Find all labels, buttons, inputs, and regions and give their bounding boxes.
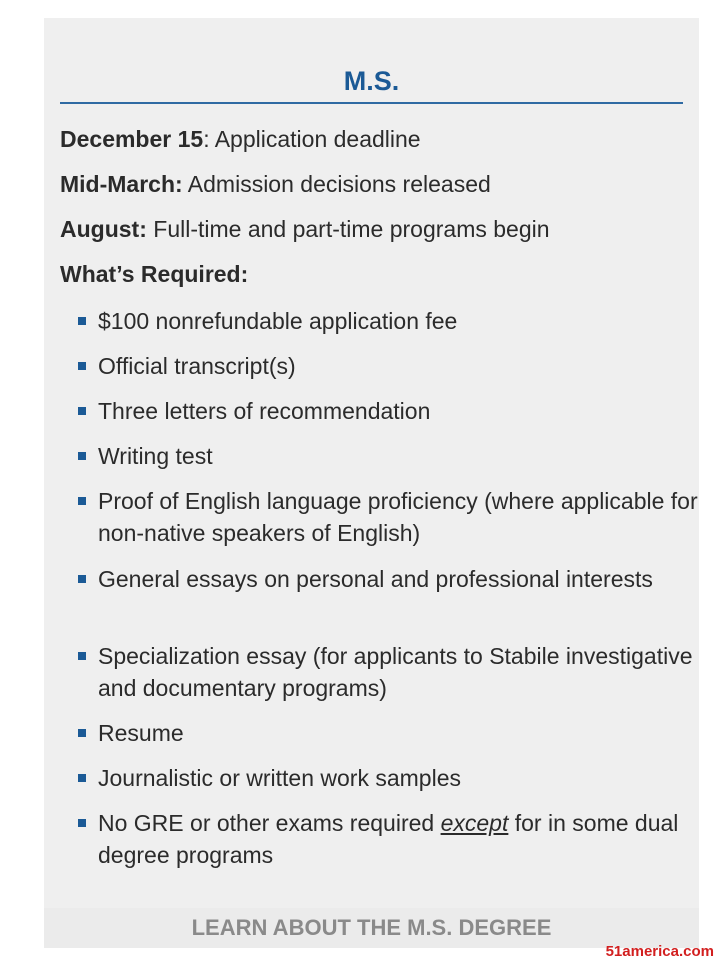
bullet-icon	[78, 729, 86, 737]
requirement-text: Journalistic or written work samples	[98, 765, 462, 791]
timeline-text: Admission decisions released	[187, 171, 491, 197]
requirement-text-part: No GRE or other exams required	[98, 810, 441, 836]
timeline-label: December 15	[60, 126, 204, 152]
timeline-sep: :	[203, 126, 215, 152]
required-heading-text: What’s Required:	[60, 261, 249, 287]
timeline-text: Application deadline	[214, 126, 421, 152]
timeline-label: Mid-March:	[60, 171, 183, 197]
bullet-icon	[78, 819, 86, 827]
bullet-icon	[78, 497, 86, 505]
requirement-text: Specialization essay (for applicants to Stabile investigative and documentary programs)	[98, 643, 693, 701]
title-divider	[60, 102, 683, 104]
timeline-text: Full-time and part-time programs begin	[153, 216, 550, 242]
requirement-text: $100 nonrefundable application fee	[98, 308, 458, 334]
bullet-icon	[78, 652, 86, 660]
timeline-december	[60, 123, 421, 155]
requirement-text: General essays on personal and professional interests	[98, 566, 653, 592]
timeline-label: August:	[60, 216, 147, 242]
bullet-icon	[78, 774, 86, 782]
card-title: M.S.	[343, 66, 400, 96]
watermark: 51america.com	[605, 943, 714, 960]
bullet-icon	[78, 407, 86, 415]
bullet-icon	[78, 575, 86, 583]
requirement-text: Proof of English language proficiency (where applicable for non-native speakers of English)	[98, 488, 698, 546]
requirement-text: Resume	[98, 720, 184, 746]
bullet-icon	[78, 317, 86, 325]
requirement-text-part: for in some dual degree programs	[98, 810, 679, 868]
requirement-text: Official transcript(s)	[98, 353, 296, 379]
program-card	[44, 18, 699, 948]
bullet-icon	[78, 452, 86, 460]
timeline-august	[60, 213, 550, 245]
learn-more-button[interactable]: LEARN ABOUT THE M.S. DEGREE	[44, 908, 699, 948]
timeline-mid-march	[60, 168, 491, 200]
requirement-text: Three letters of recommendation	[98, 398, 431, 424]
requirement-text	[98, 807, 698, 871]
bullet-icon	[78, 362, 86, 370]
requirement-text: Writing test	[98, 443, 213, 469]
requirement-emphasis: except	[440, 810, 509, 836]
required-heading	[60, 258, 248, 290]
